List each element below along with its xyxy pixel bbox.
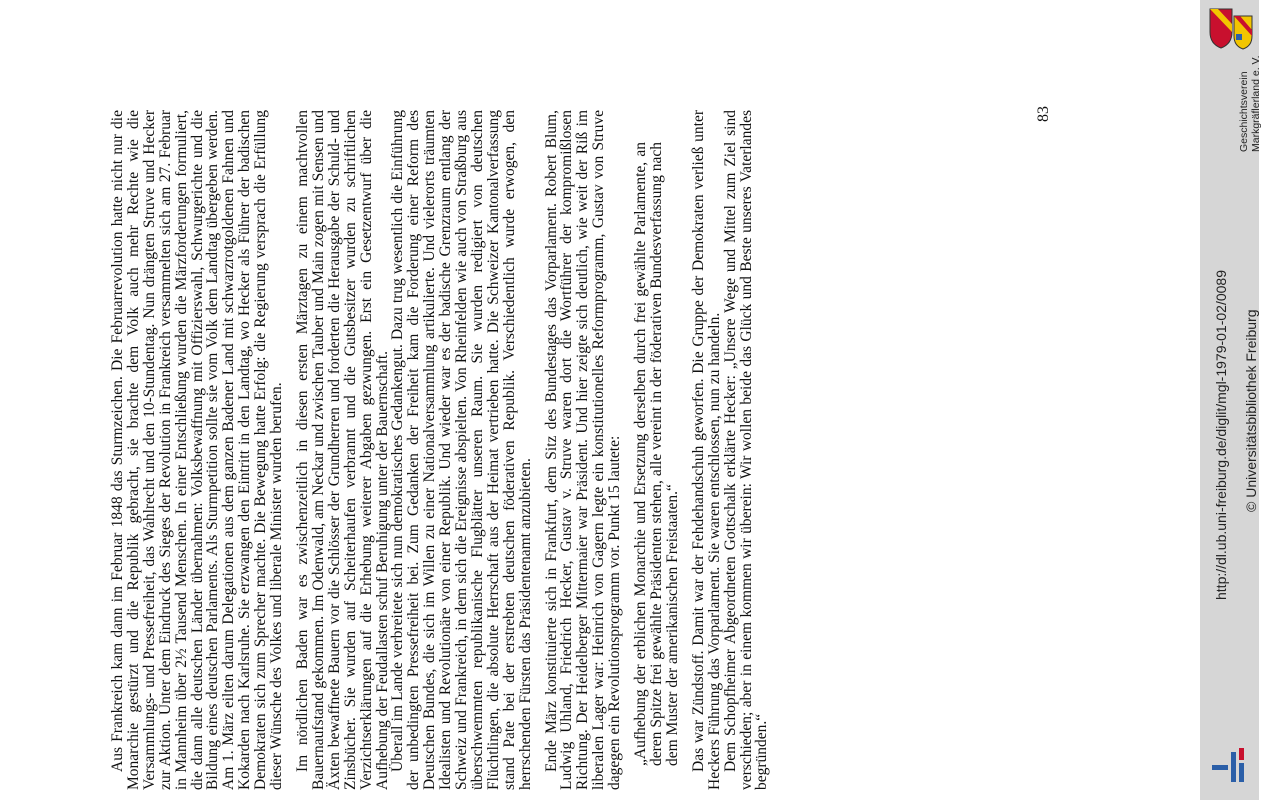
paragraph-6: Dem Schopfheimer Abgeordneten Gottschalk erklärte Hecker: „Unsere Wege und Mittel zum Ziel sind verschieden; aber in einem kommen wir überein: Wir wollen beide das Glück und Beste unseres Vaterlandes begründen.“ (721, 110, 771, 790)
quote-block: „Aufhebung der erblichen Monarchie und Ersetzung derselben durch frei gewählte Parlamente, an deren Spitze frei gewählte Präsidenten stehen, alle vereint in der föderativen Bundesverfassung nach dem Muster der amerikanischen Freistaaten.“ (632, 142, 681, 766)
paragraph-2: Im nördlichen Baden war es zwischenzeitlich in diesen ersten Märztagen zu einem machtvollen Bauernaufstand gekommen. Im Odenwald, am Neckar und zwischen Tauber und Main zogen mit Sensen und Äxten bewaffnete Bauern vor die Schlösser der Grundherren und forderten die Herausgabe der Schuld- und Zinsbücher. Sie wurden auf Scheiterhaufen verbrannt und die Gutsbesitzer wurden zu schriftlichen Verzichtserklärungen auf die Erhebung weiterer Abgaben gezwungen. Erst ein Gesetzentwurf über die Aufhebung der Feudallasten schuf Beruhigung unter der Bauernschaft. (293, 110, 391, 790)
paragraph-1: Aus Frankreich kam dann im Februar 1848 das Sturmzeichen. Die Februarrevolution hatte nicht nur die Monarchie gestürzt und die Republik gebracht, sie brachte dem Volk auch mehr Rechte wie die Versammlungs- und Pressefreiheit, das Wahlrecht und den 10-Stundentag. Nun drängten Struve und Hecker zur Aktion. Unter dem Eindruck des Sieges der Revolution in Frankreich versammelten sich am 27. Februar in Mannheim über 2½ Tausend Menschen. In einer Entschließung wurden die Märzforderungen formuliert, die dann alle deutschen Länder übernahmen: Volksbewaffnung mit Offizierswahl, Schwurgerichte und die Bildung eines deutschen Parlaments. Als Sturmpetition sollte sie vom Volk dem Landtag übergeben werden. Am 1. März eilten darum Delegationen aus dem ganzen Badener Land mit schwarzrotgoldenen Fahnen und Kokarden nach Karlsruhe. Sie erzwangen den Eintritt in den Landtag, wo Hecker als Führer der badischen Demokraten sich zum Sprecher machte. Die Bewegung hatte Erfolg: die Regierung versprach die Erfüllung dieser Wünsche des Volkes und liberale Minister wurden berufen. (109, 110, 286, 790)
document-url-link[interactable]: http://dl.ub.uni-freiburg.de/diglit/mgl-1979-01-02/0089 (1213, 270, 1229, 600)
coat-of-arms-icon (1206, 6, 1254, 50)
page-text-column (110, 110, 830, 790)
society-name-line-2: Markgräflerland e. V. (1250, 55, 1262, 152)
copyright-notice: © Universitätsbibliothek Freiburg (1243, 309, 1259, 512)
paragraph-4: Ende März konstituierte sich in Frankfurt, dem Sitz des Bundestages das Vorparlament. Robert Blum, Ludwig Uhland, Friedrich Hecker, Gustav v. Struve waren dort die Wortführer der kompromißlosen Richtung. Der Heidelberger Mittermaier war Präsident. Und hier zeigte sich deutlich, wie weit der Riß im liberalen Lager war: Heinrich von Gagern legte ein konstitutionelles Reformprogramm, Gustav von Struve dagegen ein Revolutionsprogramm vor. Punkt 15 lautete: (542, 110, 624, 790)
page-number: 83 (1035, 106, 1052, 122)
paragraph-3: Überall im Lande verbreitete sich nun demokratisches Gedankengut. Dazu trug wesentlich die Einführung der unbedingten Pressefreiheit bei. Zum Gedanken der Freiheit kam die Forderung einer Reform des Deutschen Bundes, die sich im Willen zu einer Nationalversammlung artikulierte. Und vielerorts träumten Idealisten und Revolutionäre von einer Republik. Und wieder war es der badische Grenzraum entlang der Schweiz und Frankreich, in dem sich die Ereignisse abspielten. Von Rheinfelden wie auch von Straßburg aus überschwemmten republikanische Flugblätter unseren Raum. Sie wurden redigiert von deutschen Flüchtlingen, die absolute Herrschaft aus der Heimat vertrieben hatte. Die Schweizer Kantonalverfassung stand Pate bei der erstrebten deutschen föderativen Republik. Verschiedentlich wurde erwogen, den herrschenden Fürsten das Präsidentenamt anzubieten. (389, 110, 534, 790)
paragraph-5: Das war Zündstoff. Damit war der Fehdehandschuh geworfen. Die Gruppe der Demokraten verließ unter Heckers Führung das Vorparlament. Sie waren entschlossen, nun zu handeln. (689, 110, 723, 790)
society-name-line-1: Geschichtsverein (1238, 71, 1250, 152)
university-library-logo-icon (1210, 744, 1254, 788)
